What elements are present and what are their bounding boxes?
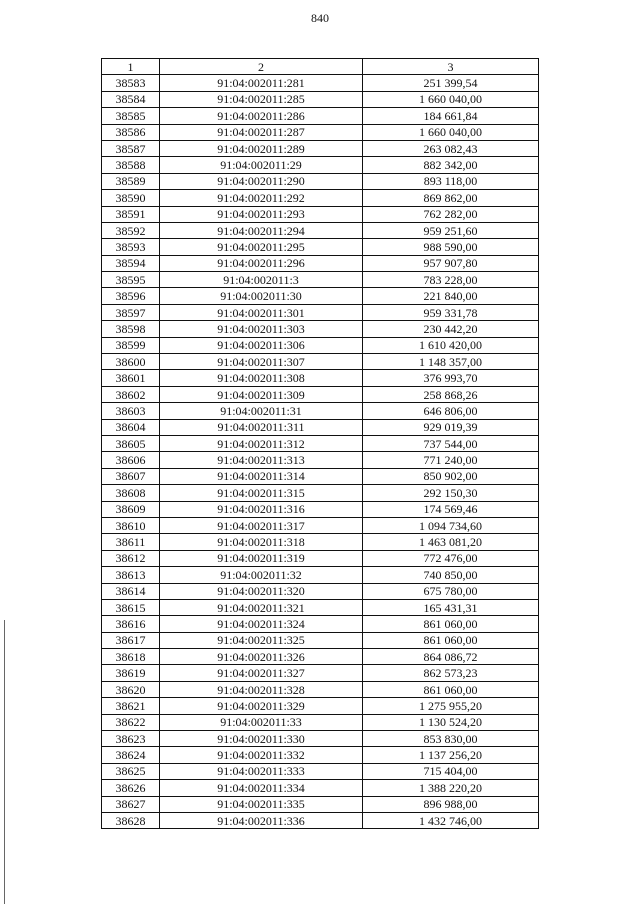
cell-value: 861 060,00	[363, 616, 539, 632]
cell-value: 184 661,84	[363, 108, 539, 124]
cell-cadastral-id: 91:04:002011:320	[160, 583, 363, 599]
cell-cadastral-id: 91:04:002011:285	[160, 91, 363, 107]
cell-cadastral-id: 91:04:002011:31	[160, 403, 363, 419]
table-row	[102, 304, 539, 320]
page-number: 840	[311, 11, 329, 25]
table-row	[102, 190, 539, 206]
cell-value: 737 544,00	[363, 435, 539, 451]
cell-cadastral-id: 91:04:002011:332	[160, 747, 363, 763]
cell-row-number: 38622	[102, 714, 160, 730]
table-row	[102, 616, 539, 632]
cell-cadastral-id: 91:04:002011:306	[160, 337, 363, 353]
cell-cadastral-id: 91:04:002011:321	[160, 599, 363, 615]
table-row	[102, 681, 539, 697]
cell-cadastral-id: 91:04:002011:314	[160, 468, 363, 484]
cell-row-number: 38595	[102, 272, 160, 288]
cell-cadastral-id: 91:04:002011:319	[160, 550, 363, 566]
cell-cadastral-id: 91:04:002011:316	[160, 501, 363, 517]
cell-value: 646 806,00	[363, 403, 539, 419]
table-header-row	[102, 59, 539, 75]
table-row	[102, 354, 539, 370]
cell-row-number: 38597	[102, 304, 160, 320]
cell-value: 862 573,23	[363, 665, 539, 681]
cell-row-number: 38583	[102, 75, 160, 91]
cell-row-number: 38616	[102, 616, 160, 632]
table-row	[102, 75, 539, 91]
cell-cadastral-id: 91:04:002011:329	[160, 698, 363, 714]
cell-cadastral-id: 91:04:002011:33	[160, 714, 363, 730]
cell-value: 893 118,00	[363, 173, 539, 189]
table-row	[102, 419, 539, 435]
cell-cadastral-id: 91:04:002011:325	[160, 632, 363, 648]
cell-cadastral-id: 91:04:002011:29	[160, 157, 363, 173]
cell-row-number: 38599	[102, 337, 160, 353]
table-row	[102, 124, 539, 140]
cell-row-number: 38590	[102, 190, 160, 206]
cell-value: 853 830,00	[363, 731, 539, 747]
cell-cadastral-id: 91:04:002011:295	[160, 239, 363, 255]
cell-row-number: 38603	[102, 403, 160, 419]
cell-row-number: 38605	[102, 435, 160, 451]
cell-value: 292 150,30	[363, 485, 539, 501]
cell-row-number: 38585	[102, 108, 160, 124]
cell-row-number: 38598	[102, 321, 160, 337]
table-row	[102, 698, 539, 714]
cell-cadastral-id: 91:04:002011:311	[160, 419, 363, 435]
cell-cadastral-id: 91:04:002011:296	[160, 255, 363, 271]
cell-value: 1 094 734,60	[363, 517, 539, 533]
table-row	[102, 386, 539, 402]
table-row	[102, 435, 539, 451]
table-row	[102, 550, 539, 566]
cell-row-number: 38614	[102, 583, 160, 599]
cell-value: 896 988,00	[363, 796, 539, 812]
cell-value: 715 404,00	[363, 763, 539, 779]
cell-row-number: 38588	[102, 157, 160, 173]
table-row	[102, 567, 539, 583]
cell-value: 957 907,80	[363, 255, 539, 271]
cell-row-number: 38617	[102, 632, 160, 648]
cell-cadastral-id: 91:04:002011:294	[160, 222, 363, 238]
table-row	[102, 222, 539, 238]
table-row	[102, 91, 539, 107]
cell-row-number: 38619	[102, 665, 160, 681]
cell-cadastral-id: 91:04:002011:281	[160, 75, 363, 91]
cell-row-number: 38596	[102, 288, 160, 304]
table-row	[102, 403, 539, 419]
table-row	[102, 812, 539, 828]
cell-value: 861 060,00	[363, 632, 539, 648]
cell-value: 959 331,78	[363, 304, 539, 320]
table-row	[102, 534, 539, 550]
cell-cadastral-id: 91:04:002011:286	[160, 108, 363, 124]
cell-value: 1 137 256,20	[363, 747, 539, 763]
cell-row-number: 38604	[102, 419, 160, 435]
cell-cadastral-id: 91:04:002011:287	[160, 124, 363, 140]
cell-cadastral-id: 91:04:002011:301	[160, 304, 363, 320]
cell-cadastral-id: 91:04:002011:336	[160, 812, 363, 828]
table-row	[102, 272, 539, 288]
cell-value: 251 399,54	[363, 75, 539, 91]
cell-value: 675 780,00	[363, 583, 539, 599]
table-row	[102, 288, 539, 304]
cell-row-number: 38600	[102, 354, 160, 370]
table-row	[102, 763, 539, 779]
table-row	[102, 632, 539, 648]
cell-row-number: 38602	[102, 386, 160, 402]
cell-cadastral-id: 91:04:002011:324	[160, 616, 363, 632]
cell-value: 861 060,00	[363, 681, 539, 697]
cell-value: 740 850,00	[363, 567, 539, 583]
table-row	[102, 501, 539, 517]
table-body	[102, 75, 539, 829]
cell-row-number: 38589	[102, 173, 160, 189]
table-row	[102, 468, 539, 484]
cell-value: 783 228,00	[363, 272, 539, 288]
cell-value: 221 840,00	[363, 288, 539, 304]
table-row	[102, 140, 539, 156]
table-row	[102, 747, 539, 763]
column-header-value: 3	[363, 59, 539, 75]
table-row	[102, 796, 539, 812]
cell-value: 882 342,00	[363, 157, 539, 173]
cell-row-number: 38601	[102, 370, 160, 386]
cell-cadastral-id: 91:04:002011:308	[160, 370, 363, 386]
cell-value: 1 275 955,20	[363, 698, 539, 714]
cell-cadastral-id: 91:04:002011:293	[160, 206, 363, 222]
cell-value: 1 432 746,00	[363, 812, 539, 828]
table-row	[102, 731, 539, 747]
cell-row-number: 38620	[102, 681, 160, 697]
table-row	[102, 665, 539, 681]
cell-cadastral-id: 91:04:002011:292	[160, 190, 363, 206]
table-row	[102, 649, 539, 665]
cell-cadastral-id: 91:04:002011:334	[160, 780, 363, 796]
table-row	[102, 370, 539, 386]
cell-value: 772 476,00	[363, 550, 539, 566]
cell-value: 959 251,60	[363, 222, 539, 238]
cell-value: 165 431,31	[363, 599, 539, 615]
cell-row-number: 38586	[102, 124, 160, 140]
cell-row-number: 38610	[102, 517, 160, 533]
cell-cadastral-id: 91:04:002011:312	[160, 435, 363, 451]
cell-cadastral-id: 91:04:002011:330	[160, 731, 363, 747]
cell-value: 1 660 040,00	[363, 124, 539, 140]
cell-value: 771 240,00	[363, 452, 539, 468]
table-row	[102, 452, 539, 468]
cell-value: 1 463 081,20	[363, 534, 539, 550]
table-row	[102, 780, 539, 796]
cell-cadastral-id: 91:04:002011:335	[160, 796, 363, 812]
table-row	[102, 599, 539, 615]
cell-row-number: 38593	[102, 239, 160, 255]
cell-cadastral-id: 91:04:002011:313	[160, 452, 363, 468]
table-row	[102, 157, 539, 173]
cell-value: 929 019,39	[363, 419, 539, 435]
table-row	[102, 517, 539, 533]
table-row	[102, 255, 539, 271]
table-row	[102, 485, 539, 501]
table-row	[102, 337, 539, 353]
cell-row-number: 38608	[102, 485, 160, 501]
cell-value: 230 442,20	[363, 321, 539, 337]
cell-row-number: 38625	[102, 763, 160, 779]
cell-value: 762 282,00	[363, 206, 539, 222]
cell-row-number: 38628	[102, 812, 160, 828]
column-header-number: 1	[102, 59, 160, 75]
cell-cadastral-id: 91:04:002011:317	[160, 517, 363, 533]
cell-row-number: 38611	[102, 534, 160, 550]
cell-value: 174 569,46	[363, 501, 539, 517]
cell-row-number: 38613	[102, 567, 160, 583]
cell-row-number: 38609	[102, 501, 160, 517]
table-row	[102, 206, 539, 222]
cell-row-number: 38594	[102, 255, 160, 271]
cell-value: 1 388 220,20	[363, 780, 539, 796]
table-row	[102, 583, 539, 599]
table-row	[102, 321, 539, 337]
cell-row-number: 38607	[102, 468, 160, 484]
cell-row-number: 38624	[102, 747, 160, 763]
cell-value: 258 868,26	[363, 386, 539, 402]
cell-value: 1 130 524,20	[363, 714, 539, 730]
table-row	[102, 108, 539, 124]
cell-cadastral-id: 91:04:002011:303	[160, 321, 363, 337]
cell-row-number: 38584	[102, 91, 160, 107]
table-row	[102, 173, 539, 189]
cell-cadastral-id: 91:04:002011:290	[160, 173, 363, 189]
cell-cadastral-id: 91:04:002011:326	[160, 649, 363, 665]
cell-value: 1 148 357,00	[363, 354, 539, 370]
cell-cadastral-id: 91:04:002011:315	[160, 485, 363, 501]
cell-row-number: 38606	[102, 452, 160, 468]
cell-cadastral-id: 91:04:002011:309	[160, 386, 363, 402]
cell-cadastral-id: 91:04:002011:30	[160, 288, 363, 304]
cell-cadastral-id: 91:04:002011:318	[160, 534, 363, 550]
cell-value: 988 590,00	[363, 239, 539, 255]
cell-value: 850 902,00	[363, 468, 539, 484]
cell-row-number: 38626	[102, 780, 160, 796]
cell-row-number: 38618	[102, 649, 160, 665]
cell-cadastral-id: 91:04:002011:3	[160, 272, 363, 288]
table-row	[102, 239, 539, 255]
cell-cadastral-id: 91:04:002011:289	[160, 140, 363, 156]
cell-cadastral-id: 91:04:002011:328	[160, 681, 363, 697]
cell-value: 263 082,43	[363, 140, 539, 156]
cell-cadastral-id: 91:04:002011:307	[160, 354, 363, 370]
cell-cadastral-id: 91:04:002011:32	[160, 567, 363, 583]
cell-row-number: 38612	[102, 550, 160, 566]
cell-value: 1 610 420,00	[363, 337, 539, 353]
cell-row-number: 38587	[102, 140, 160, 156]
cell-row-number: 38621	[102, 698, 160, 714]
cell-value: 864 086,72	[363, 649, 539, 665]
cell-row-number: 38592	[102, 222, 160, 238]
cell-row-number: 38627	[102, 796, 160, 812]
cell-value: 376 993,70	[363, 370, 539, 386]
cell-row-number: 38623	[102, 731, 160, 747]
scan-margin-line	[4, 620, 5, 904]
cell-cadastral-id: 91:04:002011:333	[160, 763, 363, 779]
cadastral-value-table	[101, 58, 539, 829]
table-row	[102, 714, 539, 730]
cell-value: 1 660 040,00	[363, 91, 539, 107]
cell-cadastral-id: 91:04:002011:327	[160, 665, 363, 681]
column-header-cadastral-id: 2	[160, 59, 363, 75]
cell-row-number: 38591	[102, 206, 160, 222]
cell-value: 869 862,00	[363, 190, 539, 206]
cell-row-number: 38615	[102, 599, 160, 615]
